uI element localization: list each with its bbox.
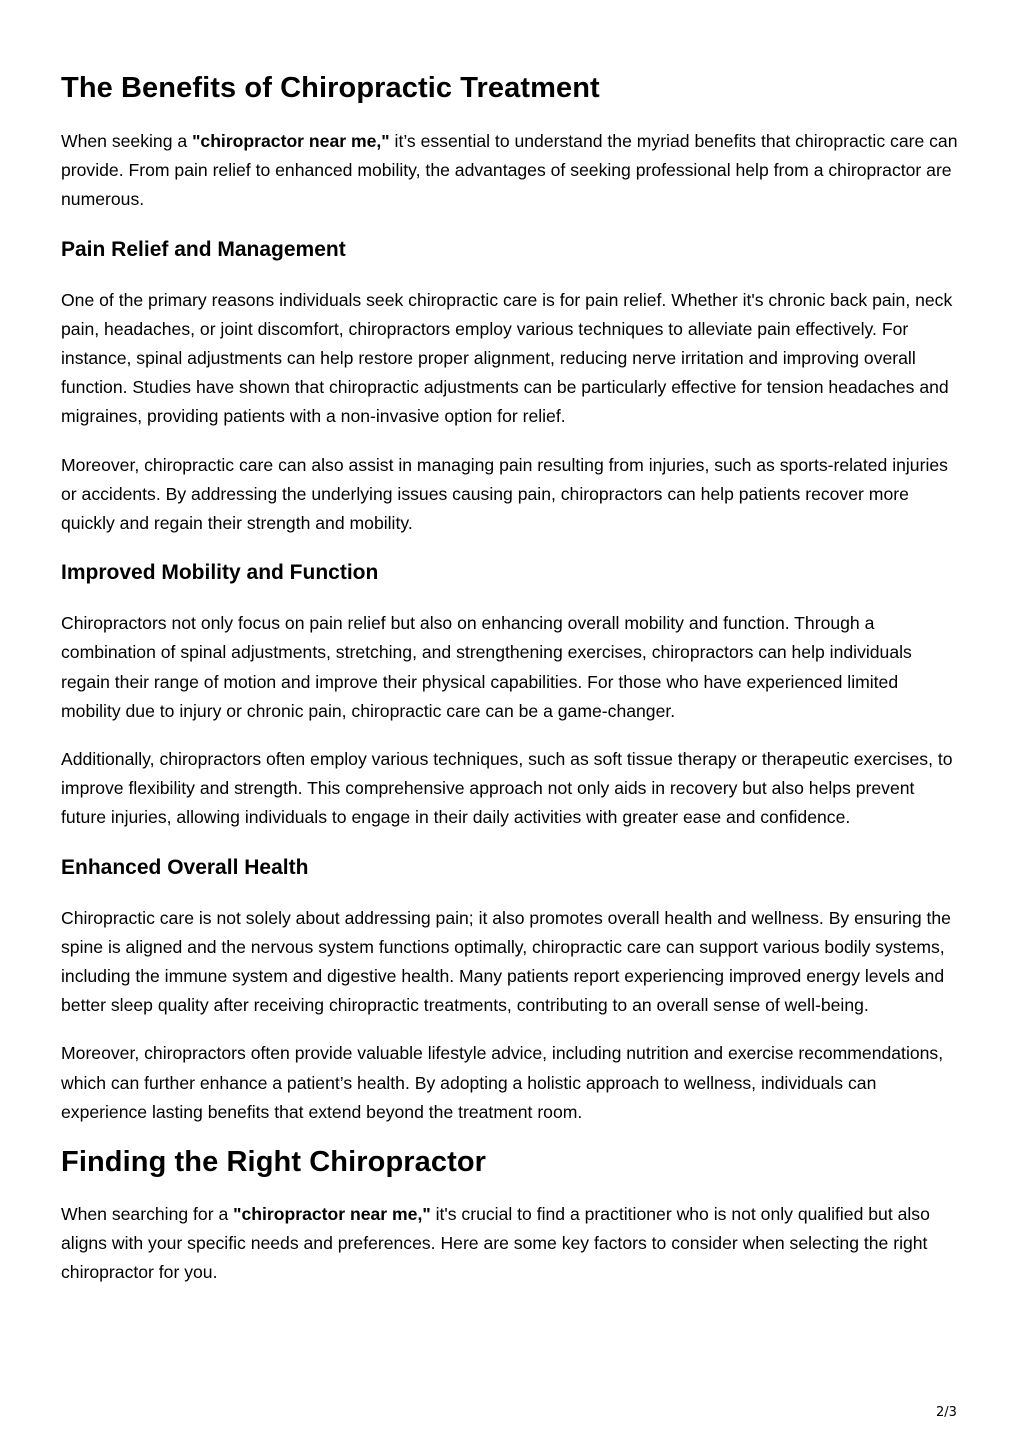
intro-keyword-bold: "chiropractor near me," [192,131,390,151]
intro-text-after: it’s essential to understand the myriad benefits that chiropractic care can provide. From pain relief to enhanced mobility, the advantages of seeking professional help from a chiropractor are numerous. [61,131,958,210]
benefits-intro-paragraph [61,127,961,215]
page-number: 2/3 [936,1405,957,1420]
pain-paragraph-2: Moreover, chiropractic care can also assist in managing pain resulting from injuries, such as sports-related injuries or accidents. By addressing the underlying issues causing pain, chiropractors can help patients recover more quickly and regain their strength and mobility. [61,454,948,534]
section-title-benefits: The Benefits of Chiropractic Treatment [61,72,600,104]
finding-text-before: When searching for a [61,1204,234,1225]
pain-paragraph-1: One of the primary reasons individuals seek chiropractic care is for pain relief. Whether it's chronic back pain, neck pain, headaches, or joint discomfort, chiropractors employ various techniques to alleviate pain effectively. For instance, spinal adjustments can help restore proper alignment, reducing nerve irritation and improving overall function. Studies have shown that chiropractic adjustments can be particularly effective for tension headaches and migraines, providing patients with a non-invasive option for relief. [61,289,953,427]
mobility-paragraph-1: Chiropractors not only focus on pain relief but also on enhancing overall mobility and function. Through a combination of spinal adjustments, stretching, and strengthening exercises, chiropractors can help individuals regain their range of motion and improve their physical capabilities. For those who have experienced limited mobility due to injury or chronic pain, chiropractic care can be a game-changer. [61,613,912,721]
finding-keyword-bold: "chiropractor near me," [233,1204,431,1225]
health-paragraph-1: Chiropractic care is not solely about addressing pain; it also promotes overall health and wellness. By ensuring the spine is aligned and the nervous system functions optimally, chiropractic care can support various bodily systems, including the immune system and digestive health. Many patients report experiencing improved energy levels and better sleep quality after receiving chiropractic treatments, contributing to an overall sense of well-being. [61,907,951,1016]
section-title-finding: Finding the Right Chiropractor [61,1146,487,1179]
heading-overall-health: Enhanced Overall Health [61,855,309,879]
document-page [61,0,961,1288]
heading-mobility: Improved Mobility and Function [61,561,379,585]
intro-text-before: When seeking a [61,131,193,151]
finding-intro-paragraph [61,1200,961,1288]
mobility-paragraph-2: Additionally, chiropractors often employ various techniques, such as soft tissue therapy or therapeutic exercises, to improve flexibility and strength. This comprehensive approach not only aids in recovery but also helps prevent future injuries, allowing individuals to engage in their daily activities with greater ease and confidence. [61,749,953,828]
heading-pain-relief: Pain Relief and Management [61,237,346,261]
finding-text-after: it's crucial to find a practitioner who is not only qualified but also aligns with your specific needs and preferences. Here are some key factors to consider when selecting the right chiropractor for you. [61,1204,930,1283]
health-paragraph-2: Moreover, chiropractors often provide valuable lifestyle advice, including nutrition and exercise recommendations, which can further enhance a patient’s health. By adopting a holistic approach to wellness, individuals can experience lasting benefits that extend beyond the treatment room. [61,1043,944,1122]
